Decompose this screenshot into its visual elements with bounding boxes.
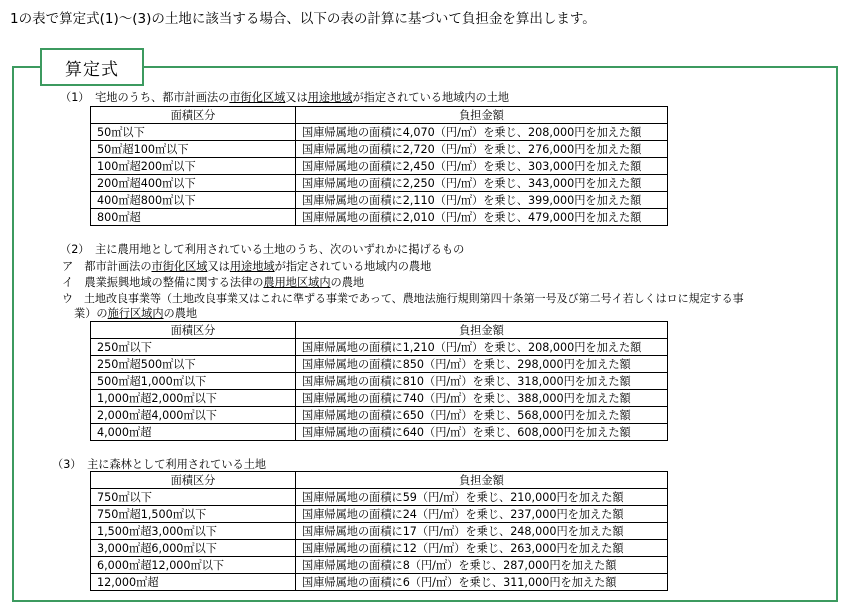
table-header: 面積区分 (91, 322, 296, 339)
table-header: 面積区分 (91, 107, 296, 124)
amount-cell: 国庫帰属地の面積に640（円/㎡）を乗じ、608,000円を加えた額 (296, 424, 668, 441)
section2-item-u-cont: 業）の施行区域内の農地 (74, 307, 198, 320)
table-header: 面積区分 (91, 472, 296, 489)
table-row (91, 141, 668, 158)
amount-cell: 国庫帰属地の面積に2,010（円/㎡）を乗じ、479,000円を加えた額 (296, 209, 668, 226)
area-cell: 2,000㎡超4,000㎡以下 (91, 407, 296, 424)
formula-tab-title: 算定式 (40, 48, 144, 86)
amount-cell: 国庫帰属地の面積に1,210（円/㎡）を乗じ、208,000円を加えた額 (296, 339, 668, 356)
amount-cell: 国庫帰属地の面積に6（円/㎡）を乗じ、311,000円を加えた額 (296, 574, 668, 591)
area-cell: 12,000㎡超 (91, 574, 296, 591)
amount-cell: 国庫帰属地の面積に2,450（円/㎡）を乗じ、303,000円を加えた額 (296, 158, 668, 175)
amount-cell: 国庫帰属地の面積に24（円/㎡）を乗じ、237,000円を加えた額 (296, 506, 668, 523)
area-cell: 800㎡超 (91, 209, 296, 226)
table-header: 負担金額 (296, 472, 668, 489)
area-cell: 3,000㎡超6,000㎡以下 (91, 540, 296, 557)
table-row (91, 574, 668, 591)
table-row (91, 373, 668, 390)
area-cell: 750㎡以下 (91, 489, 296, 506)
section2-item-a: ア 都市計画法の市街化区域又は用途地域が指定されている地域内の農地 (62, 260, 432, 273)
area-cell: 250㎡超500㎡以下 (91, 356, 296, 373)
table-row (91, 523, 668, 540)
amount-cell: 国庫帰属地の面積に8（円/㎡）を乗じ、287,000円を加えた額 (296, 557, 668, 574)
amount-cell: 国庫帰属地の面積に2,110（円/㎡）を乗じ、399,000円を加えた額 (296, 192, 668, 209)
table-row (91, 557, 668, 574)
section1-table (90, 106, 668, 226)
table-row (91, 424, 668, 441)
section2-heading: （2） 主に農用地として利用されている土地のうち、次のいずれかに掲げるもの (60, 243, 465, 256)
section1-heading: （1） 宅地のうち、都市計画法の市街化区域又は用途地域が指定されている地域内の土地 (60, 91, 510, 104)
table-row (91, 175, 668, 192)
table-row (91, 158, 668, 175)
table-row (91, 209, 668, 226)
section2-table (90, 321, 668, 441)
section3-table (90, 471, 668, 591)
area-cell: 1,000㎡超2,000㎡以下 (91, 390, 296, 407)
area-cell: 1,500㎡超3,000㎡以下 (91, 523, 296, 540)
area-cell: 50㎡以下 (91, 124, 296, 141)
amount-cell: 国庫帰属地の面積に4,070（円/㎡）を乗じ、208,000円を加えた額 (296, 124, 668, 141)
amount-cell: 国庫帰属地の面積に2,250（円/㎡）を乗じ、343,000円を加えた額 (296, 175, 668, 192)
amount-cell: 国庫帰属地の面積に810（円/㎡）を乗じ、318,000円を加えた額 (296, 373, 668, 390)
table-row (91, 356, 668, 373)
table-row (91, 192, 668, 209)
table-row (91, 489, 668, 506)
amount-cell: 国庫帰属地の面積に2,720（円/㎡）を乗じ、276,000円を加えた額 (296, 141, 668, 158)
area-cell: 200㎡超400㎡以下 (91, 175, 296, 192)
table-row (91, 407, 668, 424)
area-cell: 400㎡超800㎡以下 (91, 192, 296, 209)
amount-cell: 国庫帰属地の面積に850（円/㎡）を乗じ、298,000円を加えた額 (296, 356, 668, 373)
intro-text: 1の表で算定式(1)～(3)の土地に該当する場合、以下の表の計算に基づいて負担金を算出します。 (10, 11, 596, 27)
area-cell: 500㎡超1,000㎡以下 (91, 373, 296, 390)
table-row (91, 390, 668, 407)
table-row (91, 339, 668, 356)
area-cell: 250㎡以下 (91, 339, 296, 356)
amount-cell: 国庫帰属地の面積に59（円/㎡）を乗じ、210,000円を加えた額 (296, 489, 668, 506)
table-header: 負担金額 (296, 107, 668, 124)
table-header: 負担金額 (296, 322, 668, 339)
table-row (91, 124, 668, 141)
amount-cell: 国庫帰属地の面積に650（円/㎡）を乗じ、568,000円を加えた額 (296, 407, 668, 424)
amount-cell: 国庫帰属地の面積に12（円/㎡）を乗じ、263,000円を加えた額 (296, 540, 668, 557)
table-row (91, 540, 668, 557)
section3-heading: （3） 主に森林として利用されている土地 (52, 458, 267, 471)
amount-cell: 国庫帰属地の面積に740（円/㎡）を乗じ、388,000円を加えた額 (296, 390, 668, 407)
area-cell: 50㎡超100㎡以下 (91, 141, 296, 158)
area-cell: 100㎡超200㎡以下 (91, 158, 296, 175)
section2-item-u: ウ 土地改良事業等（土地改良事業又はこれに準ずる事業であって、農地法施行規則第四十条第一号及び第二号イ若しくはロに規定する事 (62, 292, 744, 305)
area-cell: 6,000㎡超12,000㎡以下 (91, 557, 296, 574)
table-row (91, 506, 668, 523)
area-cell: 750㎡超1,500㎡以下 (91, 506, 296, 523)
section2-item-i: イ 農業振興地域の整備に関する法律の農用地区域内の農地 (62, 276, 365, 289)
amount-cell: 国庫帰属地の面積に17（円/㎡）を乗じ、248,000円を加えた額 (296, 523, 668, 540)
area-cell: 4,000㎡超 (91, 424, 296, 441)
